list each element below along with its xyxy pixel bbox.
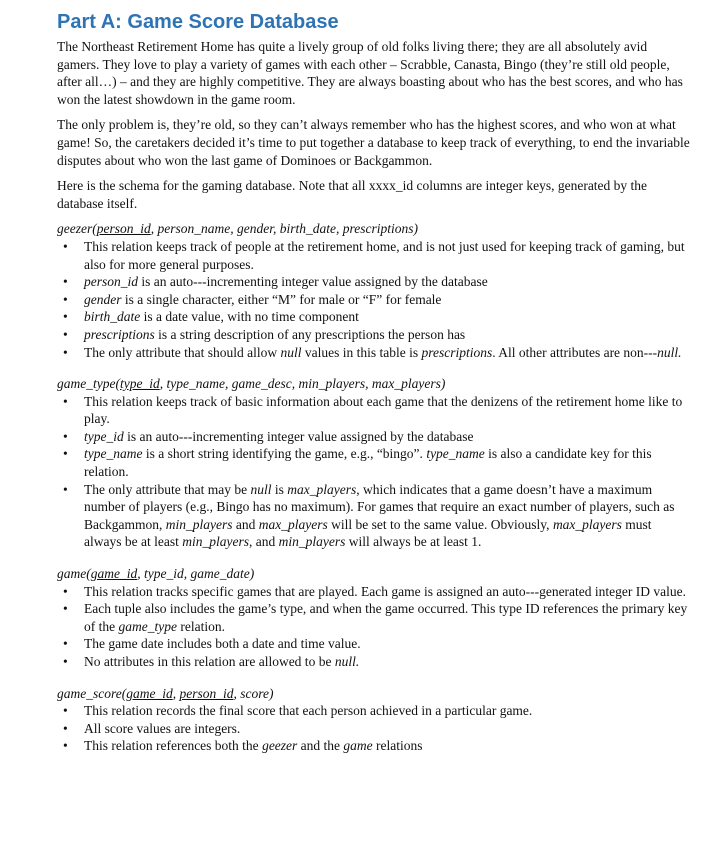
list-item: • The only attribute that may be null is max_players, which indicates that a game doesn’t have a maximum number of players (e.g., Bingo has no maximum). For games that require an exact number of players, such as Backgammon, min_players and max_players will be set to the same value. Obviously, max_players must always be at least min_players, and min_players will always be at least 1.: [63, 481, 675, 550]
intro-paragraph-2: The only problem is, they’re old, so they can’t always remember who has the highest scores, and who won at what game! So, the caretakers decided it’s time to put together a database to keep track of everything, to end the invariable disputes about who won the last game of Dominoes or Backgammon.: [57, 117, 690, 168]
geezer-schema: geezer(person_id, person_name, gender, birth_date, prescriptions): [57, 221, 418, 237]
game-score-key-person-id: person_id: [179, 685, 234, 701]
geezer-notes: [57, 238, 691, 361]
list-item: • This relation records the final score that each person achieved in a particular game.: [63, 703, 533, 719]
list-item: • No attributes in this relation are allowed to be null.: [63, 654, 360, 669]
bullet-icon: •: [63, 481, 68, 497]
list-item: • prescriptions is a string description of any prescriptions the person has: [63, 326, 466, 342]
list-item: • This relation keeps track of basic information about each game that the denizens of the retirement home like to play.: [63, 393, 683, 427]
bullet-icon: •: [63, 654, 68, 669]
game-primary-key: game_id: [90, 566, 138, 582]
list-item: • This relation keeps track of people at the retirement home, and is not just used for keeping track of gaming, but also for more general purposes.: [63, 238, 685, 272]
list-item: • type_name is a short string identifying the game, e.g., “bingo”. type_name is also a candidate key for this relation.: [63, 446, 652, 480]
game-score-schema: game_score(game_id, person_id, score): [57, 685, 274, 701]
bullet-icon: •: [63, 428, 68, 444]
bullet-icon: •: [63, 636, 68, 652]
list-item: • The only attribute that should allow null values in this table is prescriptions. All other attributes are non---null.: [63, 344, 682, 360]
game-notes: [57, 583, 691, 671]
bullet-icon: •: [63, 583, 68, 599]
bullet-icon: •: [63, 309, 68, 325]
list-item: • Each tuple also includes the game’s type, and when the game occurred. This type ID references the primary key of the game_type relation.: [63, 601, 688, 634]
list-item: • The game date includes both a date and time value.: [63, 636, 361, 652]
intro-paragraph-3: Here is the schema for the gaming database. Note that all xxxx_id columns are integer keys, generated by the database itself.: [57, 178, 648, 211]
bullet-icon: •: [63, 738, 68, 754]
bullet-icon: •: [63, 393, 68, 409]
bullet-icon: •: [63, 344, 68, 360]
list-item: • person_id is an auto---incrementing integer value assigned by the database: [63, 274, 488, 290]
bullet-icon: •: [63, 291, 68, 307]
list-item: • All score values are integers.: [63, 720, 241, 736]
game-type-notes: [57, 393, 691, 551]
geezer-primary-key: person_id: [96, 221, 151, 237]
section-title: Part A: Game Score Database: [57, 11, 339, 33]
bullet-icon: •: [63, 238, 68, 254]
game-score-notes: [57, 702, 691, 755]
bullet-icon: •: [63, 601, 68, 617]
bullet-icon: •: [63, 446, 68, 462]
game-type-primary-key: type_id: [119, 376, 160, 392]
list-item: • type_id is an auto---incrementing integer value assigned by the database: [63, 428, 474, 444]
bullet-icon: •: [63, 274, 68, 290]
game-schema: game(game_id, type_id, game_date): [57, 566, 255, 582]
list-item: • This relation tracks specific games that are played. Each game is assigned an auto---generated integer ID value.: [63, 583, 686, 599]
game-type-schema: game_type(type_id, type_name, game_desc, min_players, max_players): [57, 376, 446, 392]
game-score-key-game-id: game_id: [126, 685, 173, 701]
bullet-icon: •: [63, 326, 68, 342]
list-item: • birth_date is a date value, with no time component: [63, 309, 359, 325]
list-item: • This relation references both the geezer and the game relations: [63, 738, 423, 754]
intro-paragraph-1: The Northeast Retirement Home has quite a lively group of old folks living there; they are all absolutely avid gamers. They love to play a variety of games with each other – Scrabble, Canasta, Bingo (they’re still old people, after all…) – and they are highly competitive. They are always boasting about who has the best scores, and who has won the latest showdown in the game room.: [57, 39, 683, 107]
list-item: • gender is a single character, either “M” for male or “F” for female: [63, 291, 442, 307]
bullet-icon: •: [63, 703, 68, 719]
bullet-icon: •: [63, 720, 68, 736]
